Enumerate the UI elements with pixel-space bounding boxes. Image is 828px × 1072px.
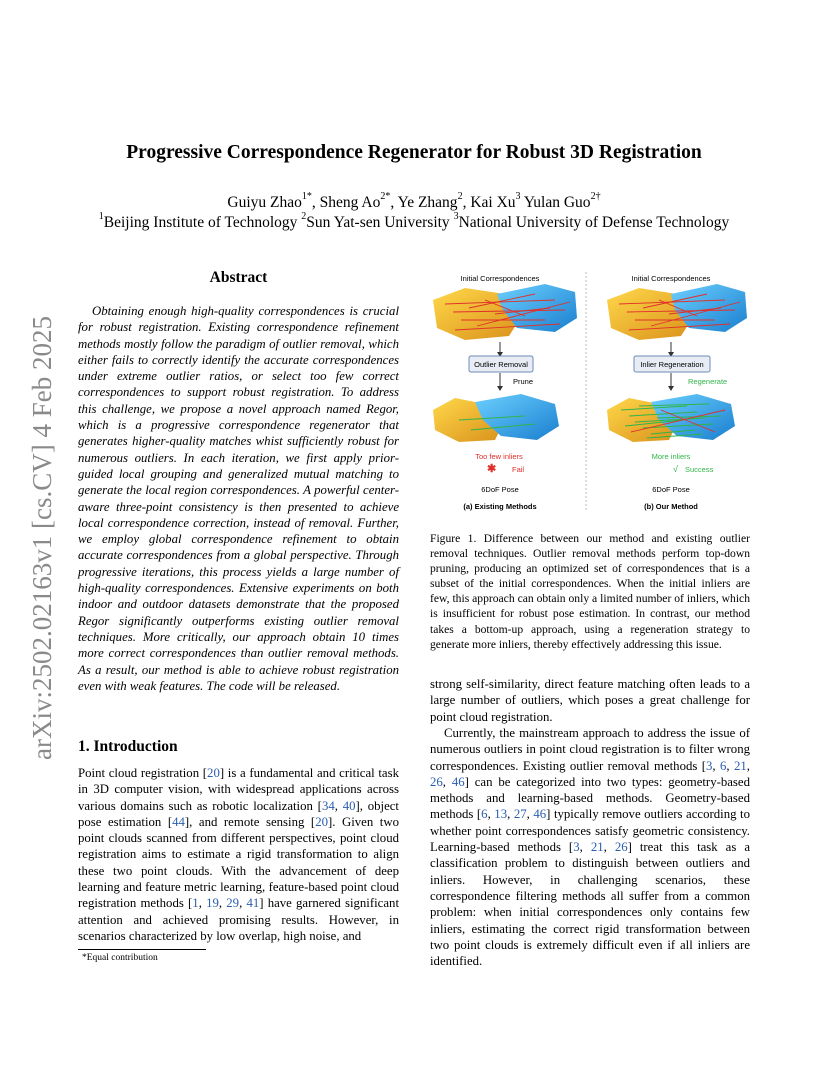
citation-link[interactable]: 41 (246, 896, 260, 911)
success-label: Success (685, 465, 714, 474)
author-mark: 2† (590, 191, 601, 202)
affiliation-name: Beijing Institute of Technology (103, 214, 302, 231)
author-mark: 3 (515, 191, 521, 202)
citation-link[interactable]: 21 (734, 758, 747, 773)
author-list: Guiyu Zhao$^{1*}$, Sheng $Ao^{2*}$, Ye Zhang$^2$, Kai Xu$^3$ Yulan Guo$^{2\dagger}$ (227, 191, 601, 211)
citation-link[interactable]: 26 (614, 840, 628, 855)
author-mark: 2 (457, 191, 463, 202)
prune-label: Prune (513, 377, 534, 386)
citation-link[interactable]: 20 (207, 766, 220, 780)
citation-link[interactable]: 21 (590, 840, 604, 855)
left-top-label: Initial Correspondences (460, 274, 540, 283)
citation-link[interactable]: 20 (315, 814, 328, 829)
affiliation-mark: 2 (301, 211, 307, 222)
left-subcaption: (a) Existing Methods (463, 502, 537, 511)
figure-1 (425, 270, 750, 516)
citation-link[interactable]: 27 (513, 807, 527, 822)
citation-link[interactable]: 29 (226, 896, 240, 911)
left-pose-label: 6DoF Pose (481, 485, 519, 494)
footnote: *Equal contribution (82, 953, 158, 963)
author-name: Ye Zhang (397, 194, 458, 211)
right-subcaption: (b) Our Method (644, 502, 698, 511)
affiliation-name: National University of Defense Technology (458, 214, 730, 231)
introduction-text: Point cloud registration [20] is a fundamental and critical task in 3D computer vision, with widespread applications across various domains such as robotic localization [34, 40], object pose estimation [44], and remote sensing [20]. Given two point clouds scanned from different perspectives, point cloud registration aims to estimate a rigid transformation to align these two point clouds. With the advancement of deep learning and feature metric learning, feature-based point cloud registration methods [1, 19, 29, 41] have garnered significant attention and achieved promising results. However, in scenarios characterized by low overlap, high noise, and (78, 766, 399, 943)
figure-caption: Figure 1. Difference between our method and existing outlier removal techniques. Outlier removal methods perform top-down pruning, producing an optimized set of correspondences that is a subset of the initial correspondences. When the initial inliers are few, this approach can obtain only a limited number of inliers, which is insufficient for robust pose estimation. In contrast, our method takes a bottom-up approach, using a regeneration strategy to generate more inliers, thereby effectively addressing this issue. (430, 532, 750, 651)
citation-link[interactable]: 3 (706, 758, 713, 773)
too-few-inliers-label: Too few inliers (475, 452, 523, 461)
right-pose-label: 6DoF Pose (652, 485, 690, 494)
abstract-text: Obtaining enough high-quality correspondences is crucial for robust registration. Existing correspondence refinement methods mostly follow the paradigm of outlier removal, which either fails to correctly identify the accurate correspondences under extreme outlier ratios, or select too few correct correspondences to support robust registration. To address this challenge, we propose a novel approach named Regor, which is a progressive correspondence regenerator that generates higher-quality matches whist sufficiently robust for numerous outliers. In each iteration, we first apply prior-guided local grouping and generalized mutual matching to generate the local region correspondences. A powerful center-aware three-point consistency is then presented to achieve local correspondence correction, instead of removal. Further, we employ global correspondence refinement to obtain accurate correspondences from a global perspective. Through progressive iterations, this process yields a large number of high-quality correspondences. Extensive experiments on both indoor and outdoor datasets demonstrate that the proposed Regor significantly outperforms existing outlier removal techniques. More critically, our approach obtain 10 times more correct correspondences than outlier removal methods. As a result, our method is able to achieve robust registration even with weak features. The code will be released. (78, 304, 399, 693)
arxiv-id-text: arXiv:2502.02163v1 [cs.CV] 4 Feb 2025 (27, 316, 57, 760)
citation-link[interactable]: 19 (206, 896, 219, 911)
fail-icon: ✱ (487, 463, 497, 475)
citation-link[interactable]: 40 (342, 798, 356, 813)
citation-link[interactable]: 6 (720, 758, 727, 773)
more-inliers-label: More inliers (651, 452, 691, 461)
body-paragraph: Currently, the mainstream approach to address the issue of numerous outliers in point cloud registration is to filter wrong correspondences. Existing outlier removal methods [3, 6, 21, 26, 46] can be categorized into two types: geometry-based methods and learning-based methods. Geometry-based methods [6, 13, 27, 46] typically remove outliers according to whether point correspondences satisfy geometric consistency. Learning-based methods [3, 21, 26] treat this task as a classification problem to distinguish between outliers and inliers. However, in challenging scenarios, these correspondence filtering methods all suffer from a common problem: when initial correspondences only contains few inliers, estimating the correct rigid transformation between two point clouds is extremely difficult even if all inliers are identified. (430, 726, 751, 969)
affiliation-mark: 1 (98, 211, 104, 222)
inlier-regeneration-label: Inlier Regeneration (640, 360, 704, 369)
right-top-label: Initial Correspondences (631, 274, 711, 283)
arrow-head (668, 386, 674, 391)
footnote-rule (78, 949, 206, 950)
citation-link[interactable]: 34 (321, 798, 335, 813)
citation-link[interactable]: 44 (172, 814, 185, 829)
outlier-removal-label: Outlier Removal (474, 360, 528, 369)
regenerate-label: Regenerate (688, 377, 728, 386)
author-name: Sheng Ao (319, 194, 381, 211)
author-name: Yulan Guo (523, 194, 591, 211)
arxiv-identifier (21, 290, 61, 760)
affiliations (0, 211, 828, 232)
author-mark: 2* (380, 191, 391, 202)
affiliation-name: Sun Yat-sen University (306, 214, 454, 231)
affiliation-mark: 3 (453, 211, 459, 222)
citation-link[interactable]: 26 (430, 774, 443, 789)
paper-title: Progressive Correspondence Regenerator for Robust 3D Registration (126, 142, 702, 163)
success-check-icon: √ (673, 464, 678, 474)
section-heading-introduction: 1. Introduction (78, 738, 178, 755)
citation-link[interactable]: 13 (494, 807, 508, 822)
author-name: Guiyu Zhao (227, 194, 302, 211)
arrow-head (497, 386, 503, 391)
citation-link[interactable]: 6 (481, 807, 488, 822)
author-name: Kai Xu (470, 194, 516, 211)
citation-link[interactable]: 3 (573, 840, 580, 855)
abstract-heading: Abstract (209, 269, 268, 286)
author-mark: 1* (301, 191, 312, 202)
fail-label: Fail (512, 465, 525, 474)
citation-link[interactable]: 46 (451, 774, 465, 789)
citation-link[interactable]: 46 (533, 807, 547, 822)
body-paragraph: strong self-similarity, direct feature matching often leads to a large number of outliers, which poses a great challenge for point cloud registration. (430, 677, 750, 724)
citation-link[interactable]: 1 (192, 896, 199, 911)
